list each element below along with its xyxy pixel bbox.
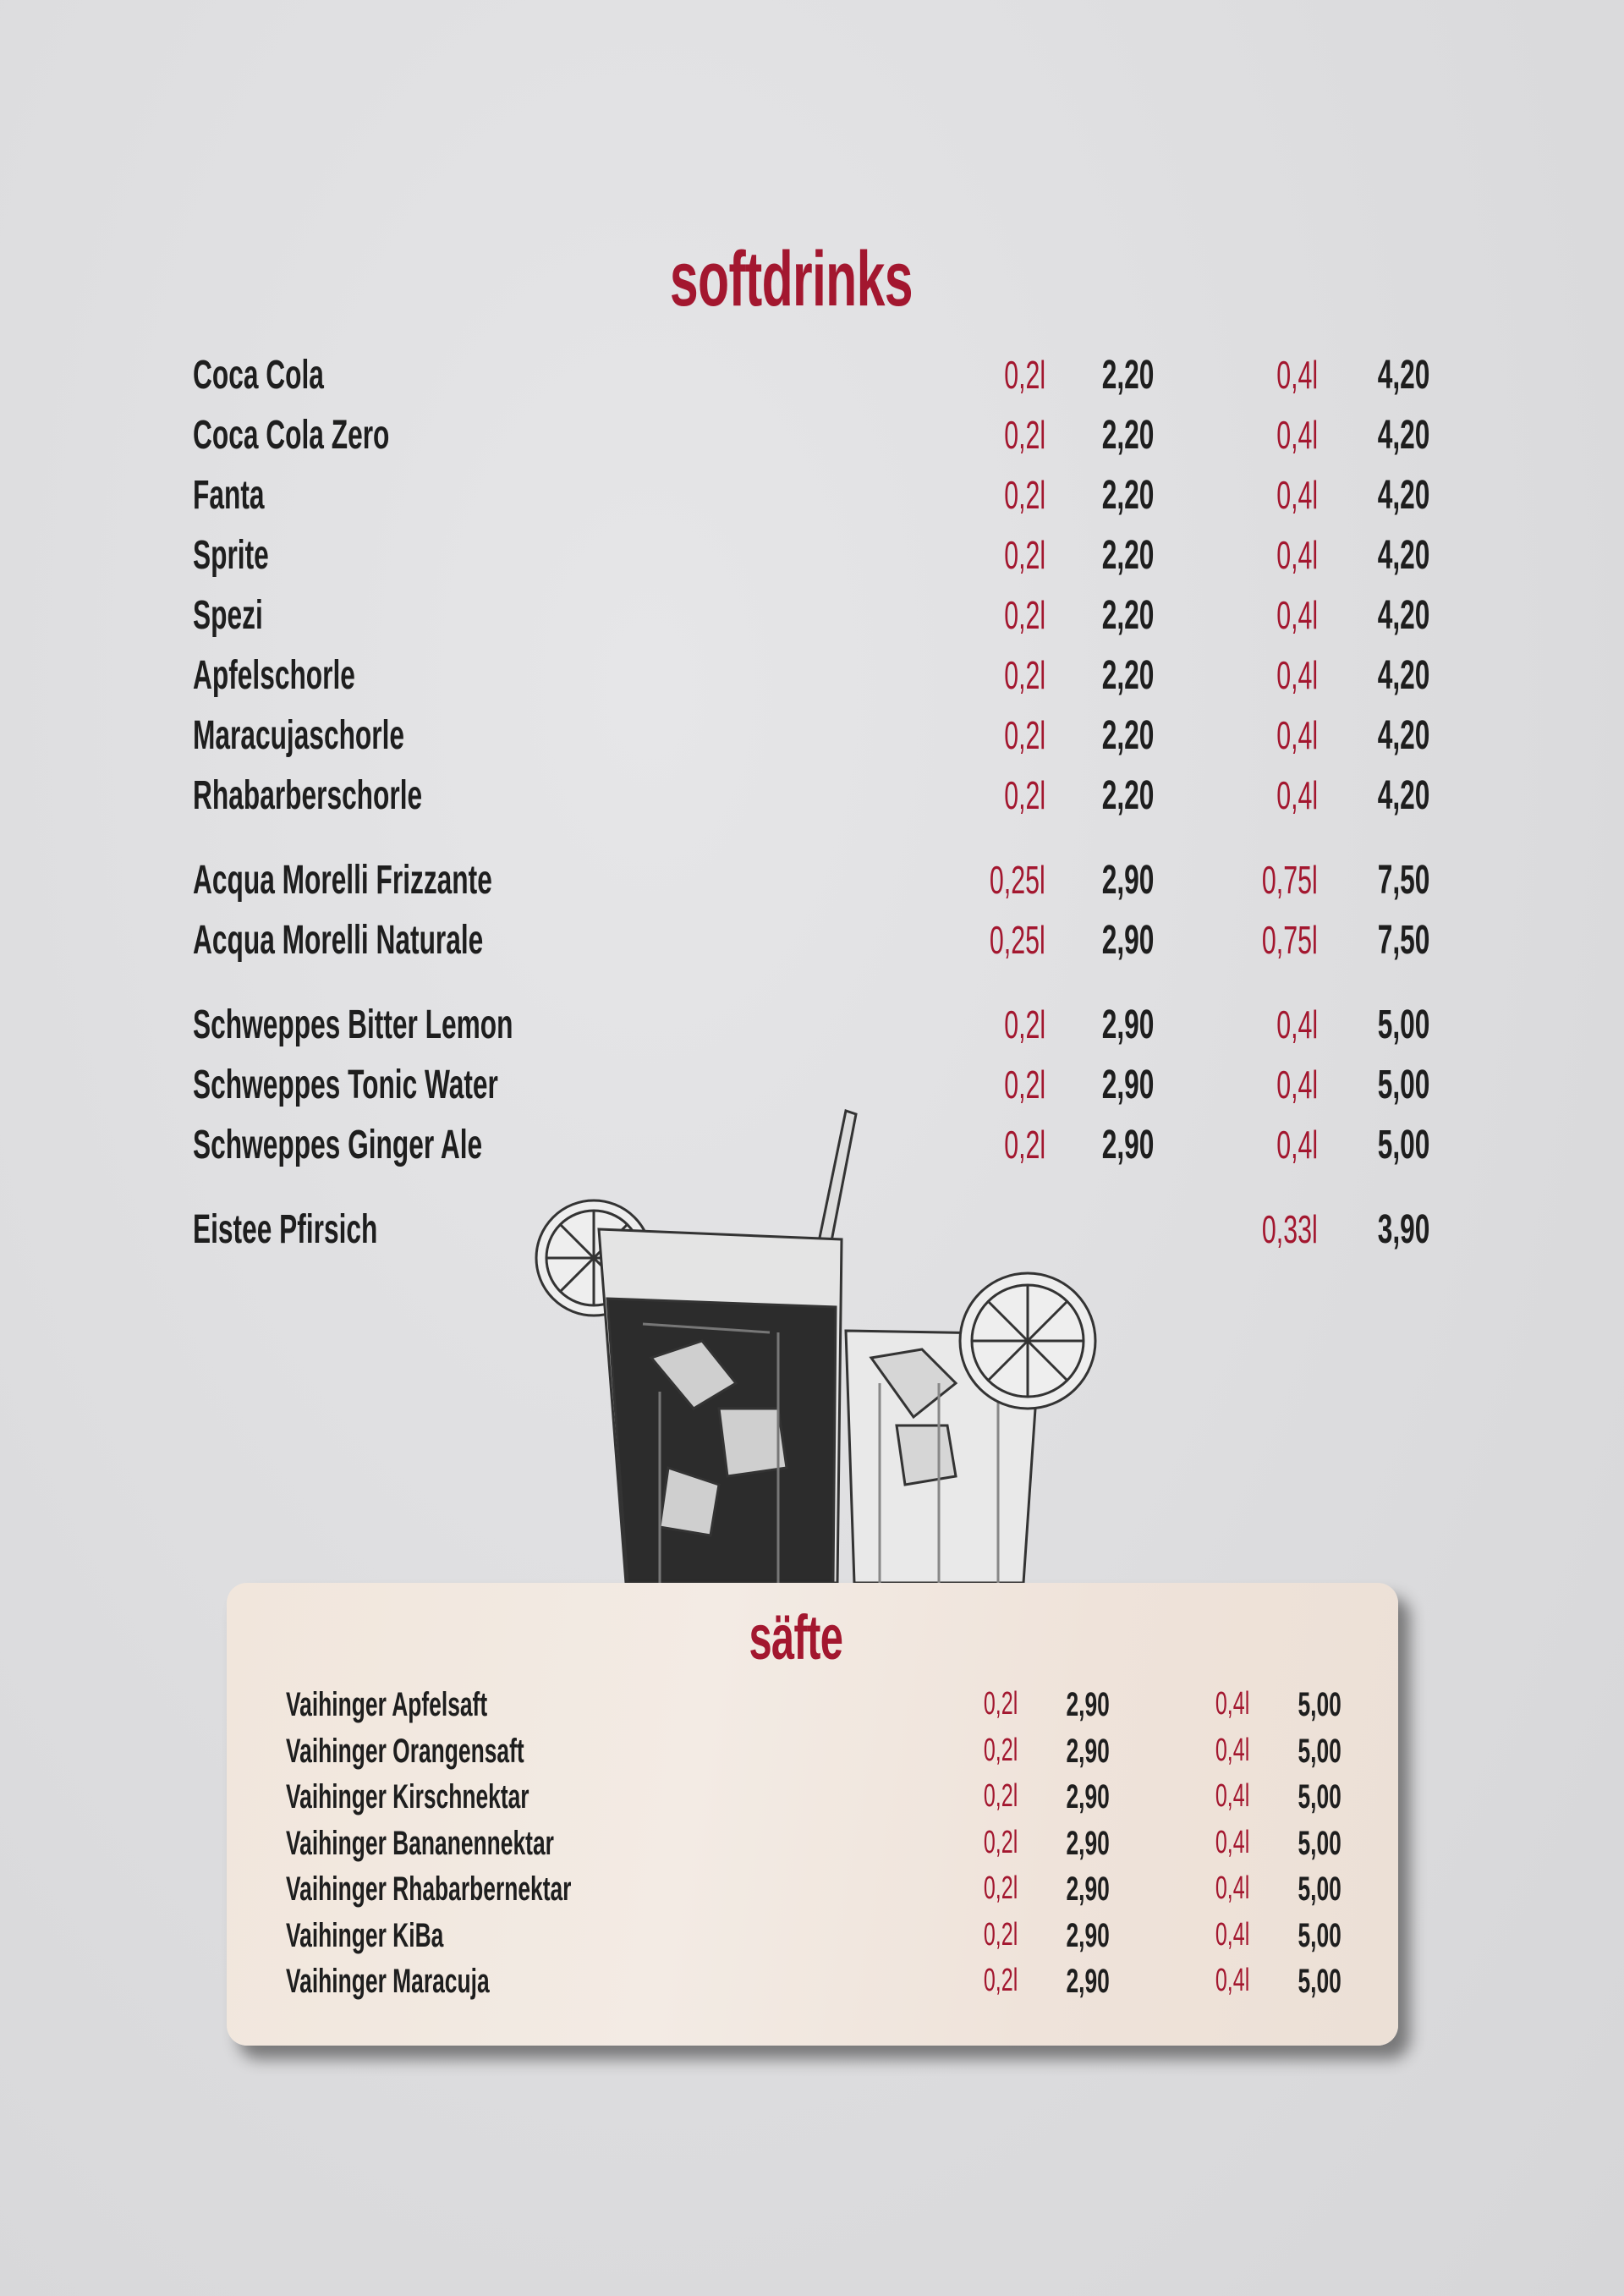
price-small: 2,20	[1101, 653, 1154, 698]
price-small: 2,90	[1101, 1123, 1154, 1167]
price-large: 5,00	[1298, 1824, 1341, 1862]
price-small: 2,90	[1101, 1063, 1154, 1107]
price-large: 4,20	[1377, 413, 1429, 458]
lemon-slice-icon	[960, 1273, 1095, 1409]
price-small: 2,90	[1101, 918, 1154, 963]
price-small: 2,20	[1101, 593, 1154, 638]
item-name: Vaihinger Kirschnektar	[286, 1778, 529, 1815]
price-large: 5,00	[1298, 1778, 1341, 1815]
size-large: 0,4l	[1215, 1824, 1249, 1860]
item-name: Coca Cola	[193, 353, 324, 398]
size-large: 0,4l	[1215, 1963, 1249, 1998]
size-small: 0,2l	[1004, 1063, 1045, 1107]
menu-item	[193, 707, 1436, 767]
item-name: Vaihinger Apfelsaft	[286, 1686, 488, 1723]
item-name: Schweppes Bitter Lemon	[193, 1002, 513, 1047]
size-small: 0,2l	[1004, 593, 1045, 637]
item-name: Vaihinger Orangensaft	[286, 1732, 524, 1770]
item-name: Spezi	[193, 593, 263, 638]
price-small: 2,90	[1066, 1963, 1110, 2000]
size-small: 0,2l	[1004, 353, 1045, 397]
size-small: 0,2l	[983, 1732, 1018, 1768]
size-small: 0,2l	[1004, 533, 1045, 577]
size-large: 0,4l	[1276, 1123, 1318, 1167]
menu-item	[193, 647, 1436, 707]
size-small: 0,2l	[1004, 1123, 1045, 1167]
size-small: 0,2l	[1004, 413, 1045, 457]
menu-group	[286, 1684, 1343, 2008]
size-small: 0,2l	[983, 1778, 1018, 1814]
price-large: 5,00	[1298, 1732, 1341, 1770]
saefte-card	[227, 1583, 1398, 2046]
size-large: 0,4l	[1215, 1778, 1249, 1814]
item-name: Schweppes Ginger Ale	[193, 1123, 483, 1167]
price-small: 2,20	[1101, 773, 1154, 818]
size-large: 0,4l	[1276, 413, 1318, 457]
item-name: Eistee Pfirsich	[193, 1207, 378, 1252]
item-name: Sprite	[193, 533, 269, 578]
price-small: 2,90	[1066, 1686, 1110, 1723]
price-small: 2,20	[1101, 353, 1154, 398]
price-large: 5,00	[1377, 1002, 1429, 1047]
size-small: 0,2l	[983, 1824, 1018, 1860]
price-large: 4,20	[1377, 773, 1429, 818]
size-large: 0,4l	[1276, 1002, 1318, 1046]
size-large: 0,4l	[1276, 593, 1318, 637]
size-small: 0,2l	[983, 1870, 1018, 1906]
menu-item	[193, 767, 1436, 827]
price-large: 5,00	[1298, 1916, 1341, 1954]
size-small: 0,2l	[983, 1686, 1018, 1722]
size-large: 0,75l	[1262, 858, 1318, 902]
price-large: 5,00	[1298, 1870, 1341, 1908]
size-small: 0,25l	[990, 858, 1045, 902]
price-small: 2,20	[1101, 713, 1154, 758]
menu-item	[286, 1731, 1343, 1777]
size-large: 0,4l	[1276, 353, 1318, 397]
price-small: 2,20	[1101, 473, 1154, 518]
menu-item	[193, 407, 1436, 467]
price-large: 5,00	[1298, 1686, 1341, 1723]
size-large: 0,4l	[1215, 1686, 1249, 1722]
menu-item	[193, 467, 1436, 527]
price-large: 4,20	[1377, 593, 1429, 638]
item-name: Vaihinger Rhabarbernektar	[286, 1870, 572, 1908]
item-name: Maracujaschorle	[193, 713, 405, 758]
size-large: 0,4l	[1276, 473, 1318, 517]
item-name: Vaihinger Maracuja	[286, 1963, 490, 2000]
price-small: 2,20	[1101, 533, 1154, 578]
item-name: Fanta	[193, 473, 265, 518]
size-small: 0,2l	[1004, 773, 1045, 817]
price-small: 2,90	[1101, 1002, 1154, 1047]
cola-glass-icon	[599, 1229, 842, 1583]
menu-group	[193, 852, 1436, 972]
menu-item	[193, 347, 1436, 407]
size-large: 0,4l	[1276, 773, 1318, 817]
price-large: 5,00	[1377, 1063, 1429, 1107]
item-name: Schweppes Tonic Water	[193, 1063, 498, 1107]
size-large: 0,75l	[1262, 918, 1318, 962]
price-small: 2,90	[1066, 1870, 1110, 1908]
menu-item	[286, 1684, 1343, 1731]
size-large: 0,4l	[1276, 533, 1318, 577]
saefte-list	[286, 1684, 1343, 2032]
size-small: 0,2l	[1004, 473, 1045, 517]
size-large: 0,33l	[1262, 1207, 1318, 1251]
menu-item	[286, 1777, 1343, 1823]
size-large: 0,4l	[1276, 653, 1318, 697]
price-large: 4,20	[1377, 533, 1429, 578]
size-small: 0,2l	[983, 1916, 1018, 1953]
price-small: 2,90	[1066, 1732, 1110, 1770]
price-small: 2,20	[1101, 413, 1154, 458]
item-name: Apfelschorle	[193, 653, 355, 698]
item-name: Vaihinger KiBa	[286, 1916, 444, 1954]
softdrinks-heading: softdrinks	[669, 236, 913, 322]
menu-item	[193, 912, 1436, 972]
size-small: 0,2l	[983, 1963, 1018, 1998]
size-large: 0,4l	[1215, 1916, 1249, 1953]
size-large: 0,4l	[1215, 1870, 1249, 1906]
price-large: 7,50	[1377, 918, 1429, 963]
menu-item	[193, 527, 1436, 587]
price-large: 5,00	[1298, 1963, 1341, 2000]
price-large: 7,50	[1377, 858, 1429, 903]
size-small: 0,2l	[1004, 653, 1045, 697]
size-large: 0,4l	[1215, 1732, 1249, 1768]
price-large: 4,20	[1377, 653, 1429, 698]
price-small: 2,90	[1066, 1916, 1110, 1954]
price-large: 4,20	[1377, 353, 1429, 398]
menu-item	[193, 587, 1436, 647]
price-large: 5,00	[1377, 1123, 1429, 1167]
menu-item	[193, 997, 1436, 1057]
item-name: Rhabarberschorle	[193, 773, 423, 818]
menu-item	[286, 1869, 1343, 1915]
size-small: 0,25l	[990, 918, 1045, 962]
item-name: Acqua Morelli Naturale	[193, 918, 484, 963]
menu-group	[193, 347, 1436, 827]
size-small: 0,2l	[1004, 1002, 1045, 1046]
menu-item	[286, 1961, 1343, 2008]
size-large: 0,4l	[1276, 713, 1318, 757]
item-name: Vaihinger Bananennektar	[286, 1824, 554, 1862]
drinks-illustration	[499, 1104, 1108, 1583]
price-small: 2,90	[1101, 858, 1154, 903]
item-name: Acqua Morelli Frizzante	[193, 858, 492, 903]
price-large: 3,90	[1377, 1207, 1429, 1252]
price-small: 2,90	[1066, 1824, 1110, 1862]
price-small: 2,90	[1066, 1778, 1110, 1815]
price-large: 4,20	[1377, 713, 1429, 758]
menu-item	[286, 1915, 1343, 1962]
price-large: 4,20	[1377, 473, 1429, 518]
menu-item	[193, 852, 1436, 912]
size-large: 0,4l	[1276, 1063, 1318, 1107]
saefte-heading: säfte	[749, 1602, 842, 1673]
item-name: Coca Cola Zero	[193, 413, 390, 458]
menu-item	[286, 1823, 1343, 1870]
size-small: 0,2l	[1004, 713, 1045, 757]
